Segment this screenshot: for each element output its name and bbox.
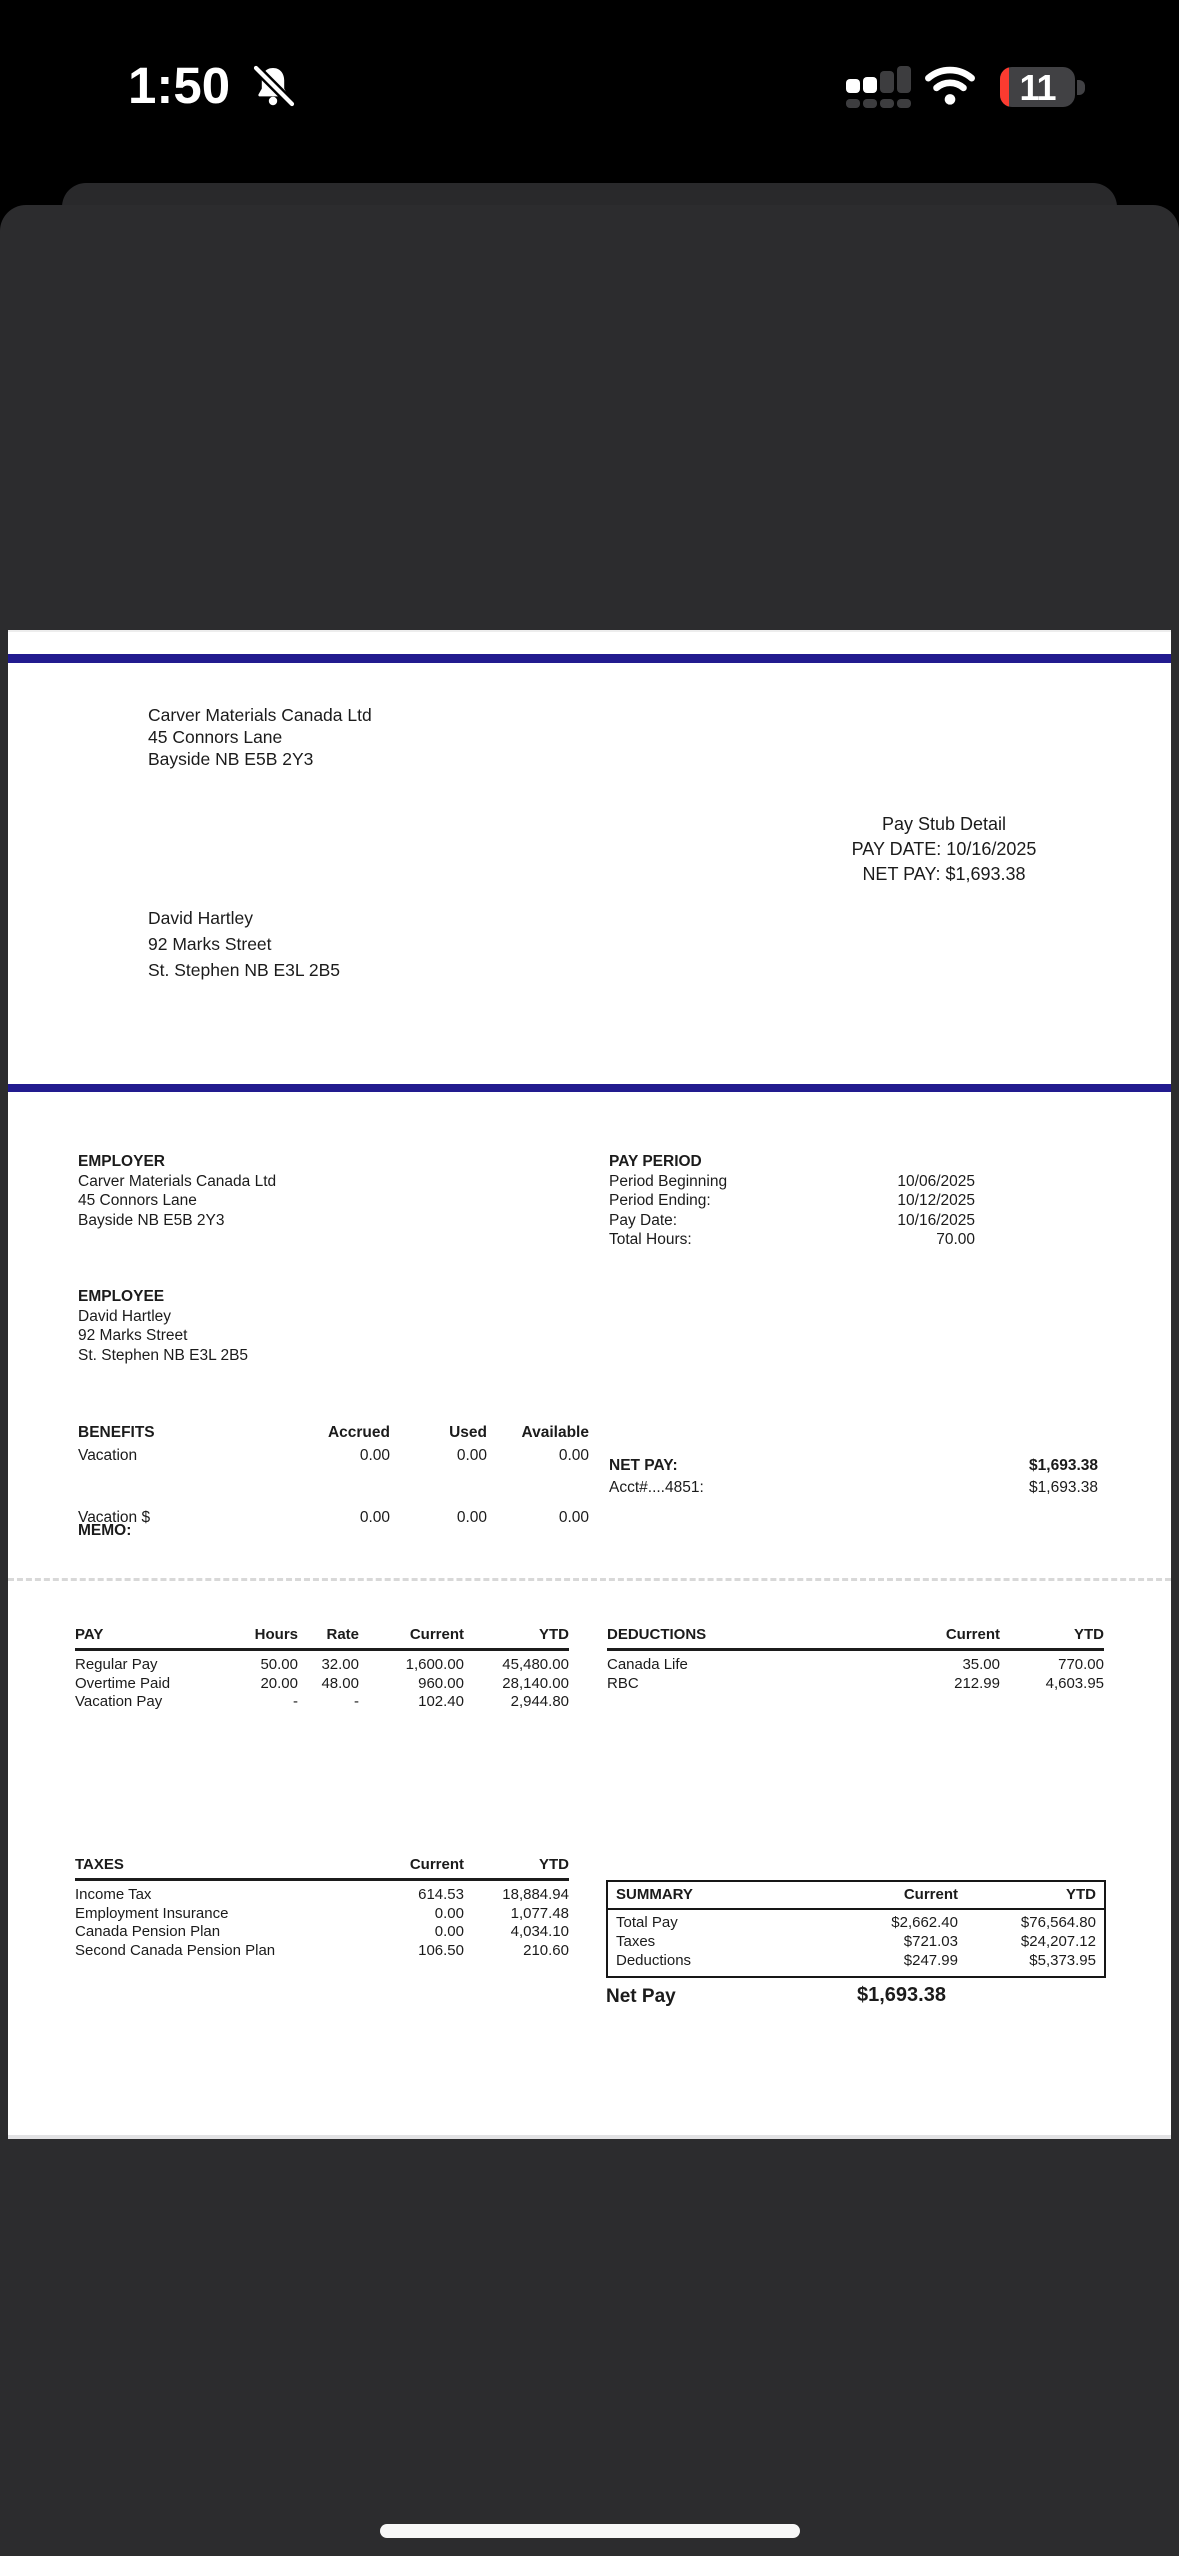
bell-slash-icon <box>248 63 298 111</box>
summary-header-row: SUMMARY Current YTD <box>608 1882 1104 1910</box>
summary-row: Taxes $721.03 $24,207.12 <box>616 1933 1096 1950</box>
benefits-section <box>78 1424 589 1466</box>
benefits-vacation-row: Vacation 0.00 0.00 0.00 <box>78 1447 589 1464</box>
pay-period-row: Period Ending: 10/12/2025 <box>609 1192 975 1209</box>
recipient-address-block <box>148 905 340 983</box>
stub-net-pay: NET PAY: $1,693.38 <box>862 864 1026 884</box>
employer-section <box>78 1152 276 1230</box>
memo-label: MEMO: <box>78 1522 132 1539</box>
navy-divider-top <box>8 654 1171 663</box>
net-pay-total-label: Net Pay <box>606 1986 676 2007</box>
summary-row: Total Pay $2,662.40 $76,564.80 <box>616 1914 1096 1931</box>
recipient-city: St. Stephen NB E3L 2B5 <box>148 960 340 980</box>
taxes-table-row: Income Tax 614.53 18,884.94 <box>75 1886 569 1903</box>
employer-name: Carver Materials Canada Ltd <box>78 1172 277 1190</box>
paystub-page <box>8 630 1171 2139</box>
battery-nub <box>1077 80 1085 95</box>
net-pay-total-amount: $1,693.38 <box>857 1984 946 2006</box>
battery-icon <box>1000 67 1075 107</box>
deductions-table-row: RBC 212.99 4,603.95 <box>607 1674 1104 1692</box>
pay-table-row: Overtime Paid 20.00 48.00 960.00 28,140.00 <box>75 1674 569 1692</box>
recipient-name: David Hartley <box>148 908 254 928</box>
taxes-table <box>75 1856 569 1960</box>
taxes-table-header: TAXES Current YTD <box>75 1856 569 1881</box>
home-indicator[interactable] <box>380 2524 800 2538</box>
net-pay-row: NET PAY: $1,693.38 <box>609 1457 1098 1474</box>
stub-title: Pay Stub Detail <box>881 814 1007 834</box>
stub-pay-date: PAY DATE: 10/16/2025 <box>851 839 1037 859</box>
cellular-signal-icon <box>846 66 912 110</box>
pay-table-row: Vacation Pay - - 102.40 2,944.80 <box>75 1693 569 1710</box>
taxes-table-row: Second Canada Pension Plan 106.50 210.60 <box>75 1941 569 1959</box>
wifi-icon <box>923 64 977 106</box>
employee-street: 92 Marks Street <box>78 1327 188 1344</box>
pay-period-label: PAY PERIOD <box>609 1153 702 1170</box>
employee-label: EMPLOYEE <box>78 1288 165 1305</box>
account-row: Acct#....4851: $1,693.38 <box>609 1479 1098 1496</box>
company-street: 45 Connors Lane <box>148 727 283 747</box>
navy-divider-mid <box>8 1084 1171 1092</box>
pay-table <box>75 1626 569 1712</box>
pay-period-row: Total Hours: 70.00 <box>609 1231 975 1248</box>
dashed-separator <box>8 1578 1171 1581</box>
company-name: Carver Materials Canada Ltd <box>148 705 372 725</box>
pay-table-header: PAY Hours Rate Current YTD <box>75 1626 569 1651</box>
employee-name: David Hartley <box>78 1307 172 1325</box>
pay-period-row: Pay Date: 10/16/2025 <box>609 1211 975 1229</box>
summary-table <box>606 1880 1106 1978</box>
stub-detail-block <box>744 812 1144 887</box>
company-address-block <box>148 704 372 770</box>
pay-period-row: Period Beginning 10/06/2025 <box>609 1172 975 1190</box>
deductions-table-header: DEDUCTIONS Current YTD <box>607 1626 1104 1651</box>
company-city: Bayside NB E5B 2Y3 <box>148 749 314 769</box>
taxes-table-row: Employment Insurance 0.00 1,077.48 <box>75 1904 569 1922</box>
employee-section <box>78 1287 248 1365</box>
taxes-table-row: Canada Pension Plan 0.00 4,034.10 <box>75 1923 569 1940</box>
benefits-header-row: BENEFITS Accrued Used Available <box>78 1424 589 1441</box>
recipient-street: 92 Marks Street <box>148 934 272 954</box>
summary-row: Deductions $247.99 $5,373.95 <box>616 1952 1096 1969</box>
benefits-vacation-dollar-row: Vacation $ 0.00 0.00 0.00 <box>78 1509 589 1526</box>
employee-city: St. Stephen NB E3L 2B5 <box>78 1346 249 1364</box>
employer-label: EMPLOYER <box>78 1153 165 1170</box>
deductions-table <box>607 1626 1104 1693</box>
battery-percent: 11 <box>1019 67 1056 107</box>
pay-period-section <box>609 1152 975 1250</box>
deductions-table-row: Canada Life 35.00 770.00 <box>607 1656 1104 1673</box>
status-time: 1:50 <box>128 57 231 114</box>
employer-city: Bayside NB E5B 2Y3 <box>78 1211 225 1229</box>
employer-street: 45 Connors Lane <box>78 1192 197 1209</box>
pay-table-row: Regular Pay 50.00 32.00 1,600.00 45,480.00 <box>75 1656 569 1673</box>
